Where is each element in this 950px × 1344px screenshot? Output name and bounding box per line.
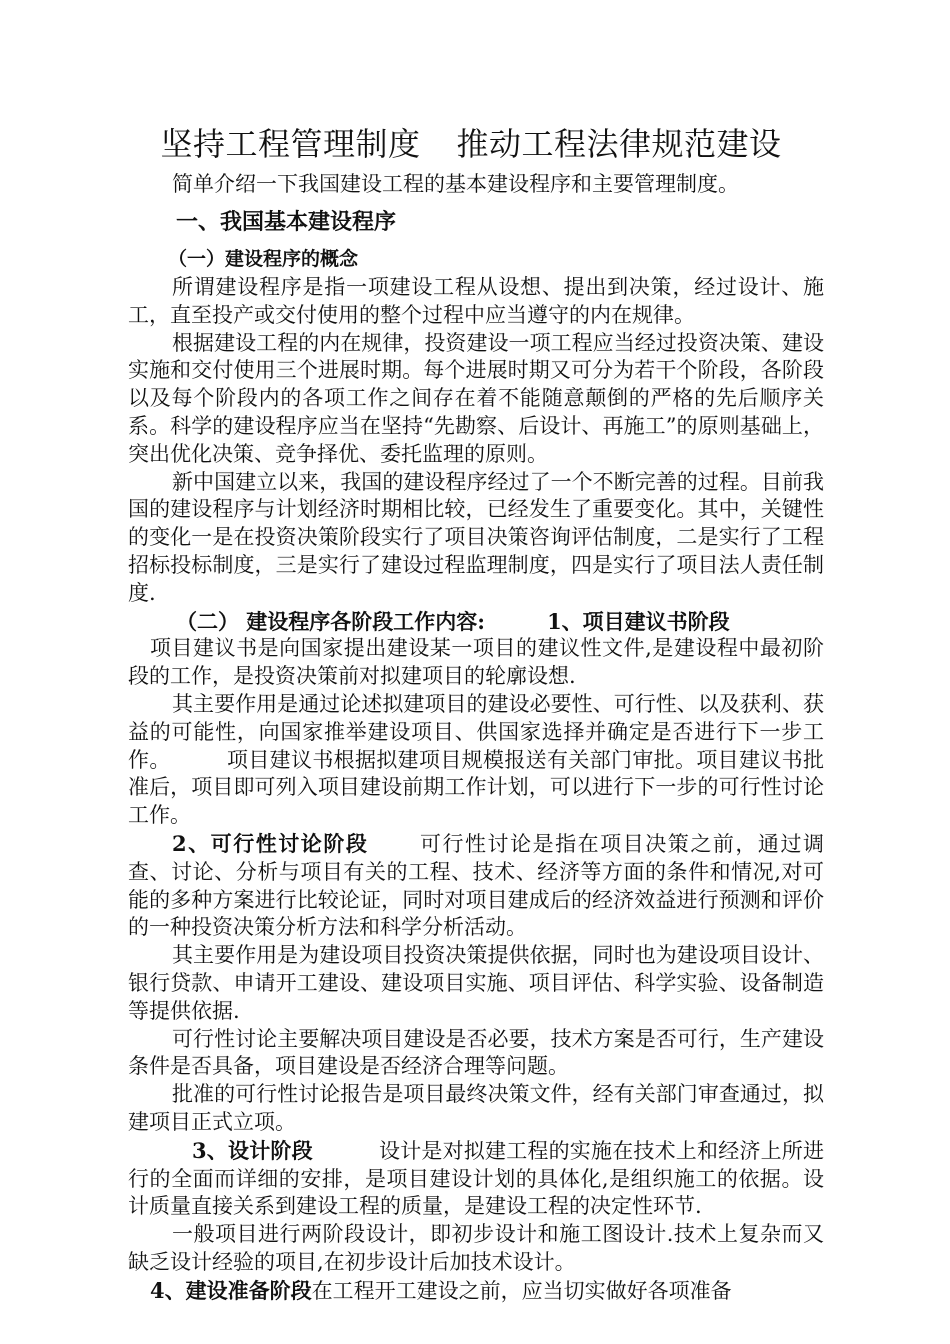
paragraph-history: 新中国建立以来，我国的建设程序经过了一个不断完善的过程。目前我国的建设程序与计划经济时期相比较，已经发生了重要变化。其中，关键性的变化一是在投资决策阶段实行了项目决策咨询评估制度，二是实行了工程招标投标制度，三是实行了建设过程监理制度，四是实行了项目法人责任制度. — [128, 469, 824, 605]
proposal-role-text: 其主要作用是通过论述拟建项目的建设必要性、可行性、以及获利、获益的可能性，向国家推举建设项目、供国家选择并确定是否进行下一步工作。 — [128, 691, 824, 772]
paragraph-feasibility — [128, 830, 824, 942]
document-page — [128, 118, 824, 1305]
paragraph-inner-rules: 根据建设工程的内在规律，投资建设一项工程应当经过投资决策、建设实施和交付使用三个进展时期。每个进展时期又可分为若干个阶段，各阶段以及每个阶段内的各项工作之间存在着不能随意颠倒的严格的先后顺序关系。科学的建设程序应当在坚持“先勘察、后设计、再施工”的原则基础上，突出优化决策、竞争择优、委托监理的原则。 — [128, 330, 824, 466]
paragraph-definition: 所谓建设程序是指一项建设工程从设想、提出到决策，经过设计、施工，直至投产或交付使用的整个过程中应当遵守的内在规律。 — [128, 275, 824, 327]
paragraph-design-phases: 一般项目进行两阶段设计，即初步设计和施工图设计.技术上复杂而又缺乏设计经验的项目,在初步设计后加技术设计。 — [128, 1222, 824, 1274]
preparation-text: 在工程开工建设之前，应当切实做好各项准备 — [311, 1278, 732, 1303]
stage-1-heading: 1、项目建议书阶段 — [547, 608, 730, 634]
stage-2-heading: 2、可行性讨论阶段 — [172, 830, 369, 856]
title-part-2: 推动工程法律规范建设 — [456, 125, 782, 163]
title-part-1: 坚持工程管理制度 — [160, 125, 421, 163]
feasibility-text: 可行性讨论是指在项目决策之前，通过调查、讨论、分析与项目有关的工程、技术、经济等方面的条件和情况,对可能的多种方案进行比较论证，同时对项目建成后的经济效益进行预测和评价的一种投资决策分析方法和科学分析活动。 — [128, 831, 824, 940]
paragraph-proposal-role — [128, 691, 824, 830]
subsection-heading-concept: （一）建设程序的概念 — [168, 248, 359, 270]
paragraph-proposal: 项目建议书是向国家提出建设某一项目的建议性文件,是建设程中最初阶段的工作，是投资决策前对拟建项目的轮廓设想. — [128, 636, 824, 689]
stage-4-heading: 4、建设准备阶段 — [150, 1277, 312, 1303]
paragraph-feasibility-issues: 可行性讨论主要解决项目建设是否必要，技术方案是否可行，生产建设条件是否具备，项目建设是否经济合理等问题。 — [128, 1026, 824, 1079]
paragraph-preparation — [128, 1277, 824, 1306]
stage-3-heading: 3、设计阶段 — [192, 1137, 313, 1163]
subsection-heading-stages — [176, 608, 824, 636]
proposal-approval-text: 项目建议书根据拟建项目规模报送有关部门审批。项目建议书批准后，项目即可列入项目建设前期工作计划，可以进行下一步的可行性讨论工作。 — [128, 747, 825, 828]
section-heading: 一、我国基本建设程序 — [176, 209, 397, 235]
design-text: 设计是对拟建工程的实施在技术上和经济上所进行的全面而详细的安排，是项目建设计划的具体化,是组织施工的依据。设计质量直接关系到建设工程的质量，是建设工程的决定性环节. — [128, 1138, 824, 1219]
stages-heading: （二） 建设程序各阶段工作内容: — [176, 608, 486, 634]
paragraph-design — [128, 1137, 824, 1221]
intro-paragraph: 简单介绍一下我国建设工程的基本建设程序和主要管理制度。 — [172, 172, 739, 196]
paragraph-feasibility-role: 其主要作用是为建设项目投资决策提供依据，同时也为建设项目设计、银行贷款、申请开工建设、建设项目实施、项目评估、科学实验、设备制造等提供依据. — [128, 943, 824, 1023]
paragraph-feasibility-approval: 批准的可行性讨论报告是项目最终决策文件，经有关部门审查通过，拟建项目正式立项。 — [128, 1082, 824, 1134]
document-title — [118, 118, 824, 170]
